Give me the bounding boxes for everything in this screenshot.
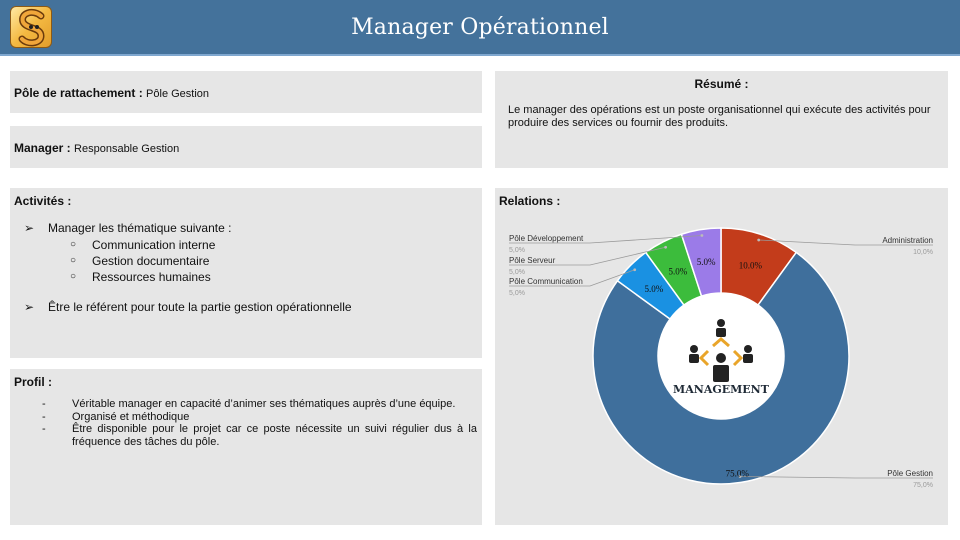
resume-title: Résumé : (694, 77, 749, 91)
sub-list-item-text: Communication interne (92, 238, 216, 252)
resume-text: Le manager des opérations est un poste organisationnel qui exécute des activités pour produire des services ou fournir des produits. (508, 104, 931, 129)
management-label: MANAGEMENT (673, 383, 769, 396)
pole-label: Pôle de rattachement : (14, 86, 143, 100)
slice-value-label: 75.0% (725, 468, 749, 479)
sub-list-item-text: Gestion documentaire (92, 254, 210, 268)
manager-panel (10, 126, 482, 168)
header-divider (0, 54, 960, 56)
app-logo-icon (10, 6, 52, 48)
leader-dot (757, 239, 760, 242)
category-value-label: 5,0% (509, 290, 525, 297)
list-item-text: Manager les thématique suivante : (48, 221, 232, 235)
category-label: Administration (882, 236, 933, 245)
leader-dot (633, 268, 636, 271)
category-value-label: 5,0% (509, 247, 525, 254)
circle-bullet-icon: ○ (70, 271, 77, 282)
dash-bullet-icon: - (42, 423, 46, 435)
sub-list-item (70, 237, 352, 253)
category-value-label: 5,0% (509, 269, 525, 276)
leader-dot (664, 246, 667, 249)
pole-value: Pôle Gestion (146, 88, 210, 100)
profil-panel (10, 369, 482, 525)
circle-bullet-icon: ○ (70, 255, 77, 266)
page-title: Manager Opérationnel (351, 14, 609, 40)
category-value-label: 10,0% (913, 249, 933, 256)
list-item-text: Être le référent pour toute la partie gestion opérationnelle (48, 300, 352, 314)
category-label: Pôle Communication (509, 277, 583, 286)
slice-value-label: 5.0% (696, 257, 716, 268)
list-item-text: Véritable manager en capacité d’animer ses thématiques auprès d’une équipe. (72, 398, 456, 410)
manager-label: Manager : (14, 141, 71, 155)
manager-value: Responsable Gestion (74, 143, 180, 155)
resume-panel (495, 71, 948, 168)
list-item (24, 299, 352, 315)
relations-panel (495, 188, 948, 525)
list-item-text: Être disponible pour le projet car ce poste nécessite un suivi régulier dus à la fréquence des tâches du pôle. (72, 423, 477, 448)
profil-list (42, 398, 477, 448)
relations-donut-chart (495, 188, 948, 525)
slice-value-label: 5.0% (644, 283, 664, 294)
activites-title: Activités : (14, 194, 72, 208)
category-label: Pôle Développement (509, 234, 584, 243)
slice-value-label: 10.0% (738, 260, 762, 271)
arrow-bullet-icon: ➢ (24, 221, 35, 235)
dash-bullet-icon: - (42, 410, 46, 423)
header-bar (0, 0, 960, 54)
sub-list-item (70, 253, 352, 269)
list-item-text: Organisé et méthodique (72, 410, 190, 423)
arrow-bullet-icon: ➢ (24, 300, 35, 314)
sub-list-item (70, 269, 352, 285)
activites-list (24, 220, 352, 315)
category-value-label: 75,0% (913, 482, 933, 489)
sub-list-item-text: Ressources humaines (92, 270, 211, 284)
activites-panel (10, 188, 482, 358)
slice-value-label: 5.0% (668, 266, 688, 277)
management-illustration (658, 293, 784, 419)
list-item (42, 398, 477, 411)
leader-dot (701, 234, 704, 237)
category-label: Pôle Serveur (509, 256, 556, 265)
profil-title: Profil : (14, 375, 52, 389)
list-item (24, 220, 352, 285)
pole-panel (10, 71, 482, 113)
list-item (42, 423, 477, 448)
circle-bullet-icon: ○ (70, 239, 77, 250)
relations-title: Relations : (499, 194, 561, 208)
category-label: Pôle Gestion (887, 469, 933, 478)
dash-bullet-icon: - (42, 398, 46, 410)
list-item (42, 411, 477, 424)
